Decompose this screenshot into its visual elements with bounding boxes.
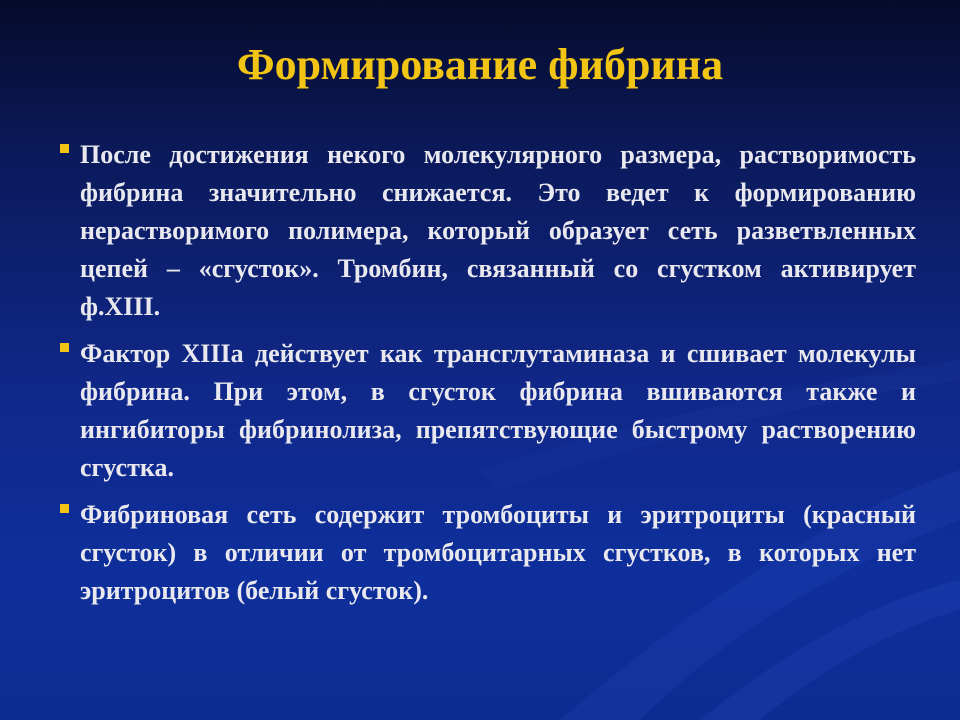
bullet-list	[58, 136, 916, 619]
page-title: Формирование фибрина	[236, 40, 724, 89]
square-bullet-icon	[60, 343, 69, 352]
bullet-text: После достижения некого молекулярного размера, растворимость фибрина значительно снижается. Это ведет к формированию нерастворимого полимера, который образует сеть разветвленных цепей – «сгусток». Тромбин, связанный со сгустком активирует ф.XIII.	[80, 140, 916, 321]
list-item	[58, 335, 916, 487]
list-item	[58, 496, 916, 610]
bullet-text: Фактор XIIIa действует как трансглутаминаза и сшивает молекулы фибрина. При этом, в сгусток фибрина вшиваются также и ингибиторы фибринолиза, препятствующие быстрому растворению сгустка.	[80, 339, 916, 482]
bullet-text: Фибриновая сеть содержит тромбоциты и эритроциты (красный сгусток) в отличии от тромбоцитарных сгустков, в которых нет эритроцитов (белый сгусток).	[80, 500, 916, 605]
square-bullet-icon	[60, 144, 69, 153]
list-item	[58, 136, 916, 326]
square-bullet-icon	[60, 504, 69, 513]
